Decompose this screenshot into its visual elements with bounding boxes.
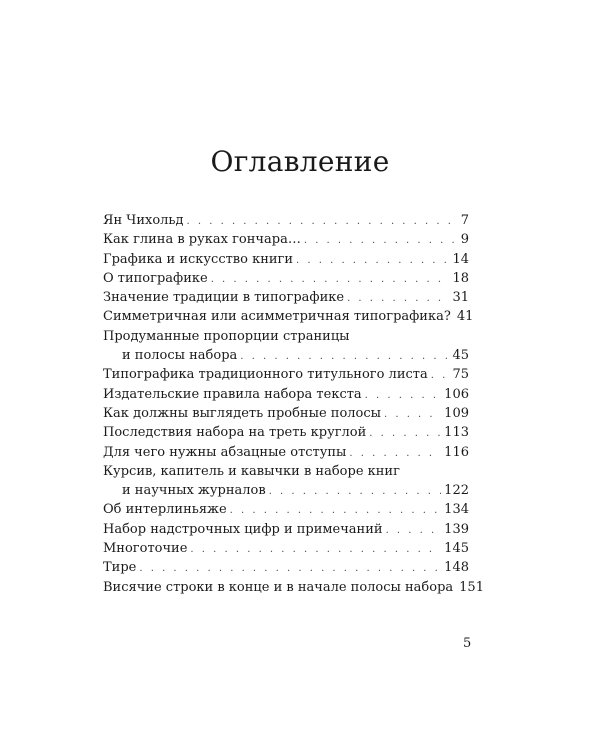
toc-entry-title: Значение традиции в типографике — [103, 290, 345, 306]
dot-leader — [431, 366, 450, 385]
toc-entry-title: Типографика традиционного титульного листа — [103, 367, 428, 383]
toc-entry-page: 145 — [444, 541, 469, 557]
toc-entry-title: Издательские правила набора текста — [103, 386, 362, 402]
toc-entry-title: Как должны выглядеть пробные полосы — [103, 405, 381, 421]
toc-entry[interactable] — [103, 230, 469, 249]
page-title: Оглавление — [210, 145, 390, 178]
toc-entry[interactable] — [103, 269, 469, 288]
toc-entry-page: 139 — [444, 521, 469, 537]
toc-entry-page: 9 — [460, 232, 469, 248]
toc-entry[interactable] — [103, 307, 474, 326]
toc-entry[interactable] — [103, 578, 484, 597]
toc-entry-title: Симметричная или асимметричная типографика? — [103, 309, 451, 325]
dot-leader — [349, 444, 441, 463]
dot-leader — [365, 386, 442, 405]
toc-entry-page: 31 — [452, 290, 469, 306]
dot-leader — [369, 424, 441, 443]
toc-entry-page: 14 — [452, 251, 469, 267]
toc-entry-title: О типографике — [103, 270, 208, 286]
toc-entry[interactable] — [103, 327, 469, 346]
toc-entry-title: Для чего нужны абзацные отступы — [103, 444, 347, 460]
toc-entry[interactable] — [103, 250, 469, 269]
toc-entry-page: 18 — [452, 270, 469, 286]
toc-entry[interactable] — [103, 462, 469, 481]
toc-entry[interactable] — [103, 443, 469, 462]
dot-leader — [240, 347, 449, 366]
toc-entry-title: Последствия набора на треть круглой — [103, 425, 367, 441]
toc-entry-title-continuation: и полосы набора — [122, 348, 238, 364]
toc-entry-title-continuation: и научных журналов — [122, 483, 266, 499]
toc-entry-continuation[interactable] — [103, 346, 469, 365]
dot-leader — [211, 270, 450, 289]
toc-entry[interactable] — [103, 500, 469, 519]
toc-entry-title: Набор надстрочных цифр и примечаний — [103, 521, 383, 537]
dot-leader — [384, 405, 441, 424]
toc-entry-title: Ян Чихольд — [103, 213, 184, 228]
toc-entry-title: Как глина в руках гончара… — [103, 232, 301, 248]
toc-entry-continuation[interactable] — [103, 481, 469, 500]
toc-entry-page: 134 — [444, 502, 469, 518]
toc-entry-title: Висячие строки в конце и в начале полосы набора — [103, 579, 454, 595]
toc-entry[interactable] — [103, 539, 469, 558]
toc-entry-page: 148 — [444, 560, 469, 576]
dot-leader — [190, 540, 441, 559]
toc-entry[interactable] — [103, 365, 469, 384]
page-number: 5 — [463, 636, 472, 651]
dot-leader — [230, 501, 442, 520]
dot-leader — [187, 212, 458, 231]
toc-entry-page: 41 — [456, 309, 474, 325]
toc-entry-title: Тире — [103, 560, 137, 576]
toc-entry[interactable] — [103, 288, 469, 307]
toc-entry[interactable] — [103, 520, 469, 539]
toc-entry-page: 122 — [444, 483, 469, 499]
toc-entry-title: Графика и искусство книги — [103, 251, 294, 267]
dot-leader — [139, 559, 441, 578]
dot-leader — [296, 251, 449, 270]
toc-entry-page: 116 — [444, 444, 469, 460]
toc-entry[interactable] — [103, 423, 469, 442]
toc-entry-page: 109 — [444, 405, 469, 421]
toc-entry[interactable] — [103, 558, 469, 577]
table-of-contents — [103, 211, 484, 597]
toc-entry-page: 45 — [452, 348, 469, 364]
toc-entry-page: 7 — [460, 213, 469, 228]
dot-leader — [347, 289, 449, 308]
toc-entry-title: Многоточие — [103, 541, 188, 557]
dot-leader — [386, 521, 442, 540]
toc-entry-title: Курсив, капитель и кавычки в наборе книг — [103, 463, 400, 479]
toc-entry-page: 75 — [452, 367, 469, 383]
toc-entry-page: 151 — [459, 579, 484, 595]
toc-entry[interactable] — [103, 404, 469, 423]
toc-entry[interactable] — [103, 211, 469, 230]
dot-leader — [304, 231, 458, 250]
toc-entry-title: Об интерлиньяже — [103, 502, 227, 518]
toc-entry-page: 113 — [444, 425, 469, 441]
toc-entry[interactable] — [103, 385, 469, 404]
toc-entry-page: 106 — [444, 386, 469, 402]
toc-entry-title: Продуманные пропорции страницы — [103, 328, 350, 344]
dot-leader — [269, 482, 441, 501]
